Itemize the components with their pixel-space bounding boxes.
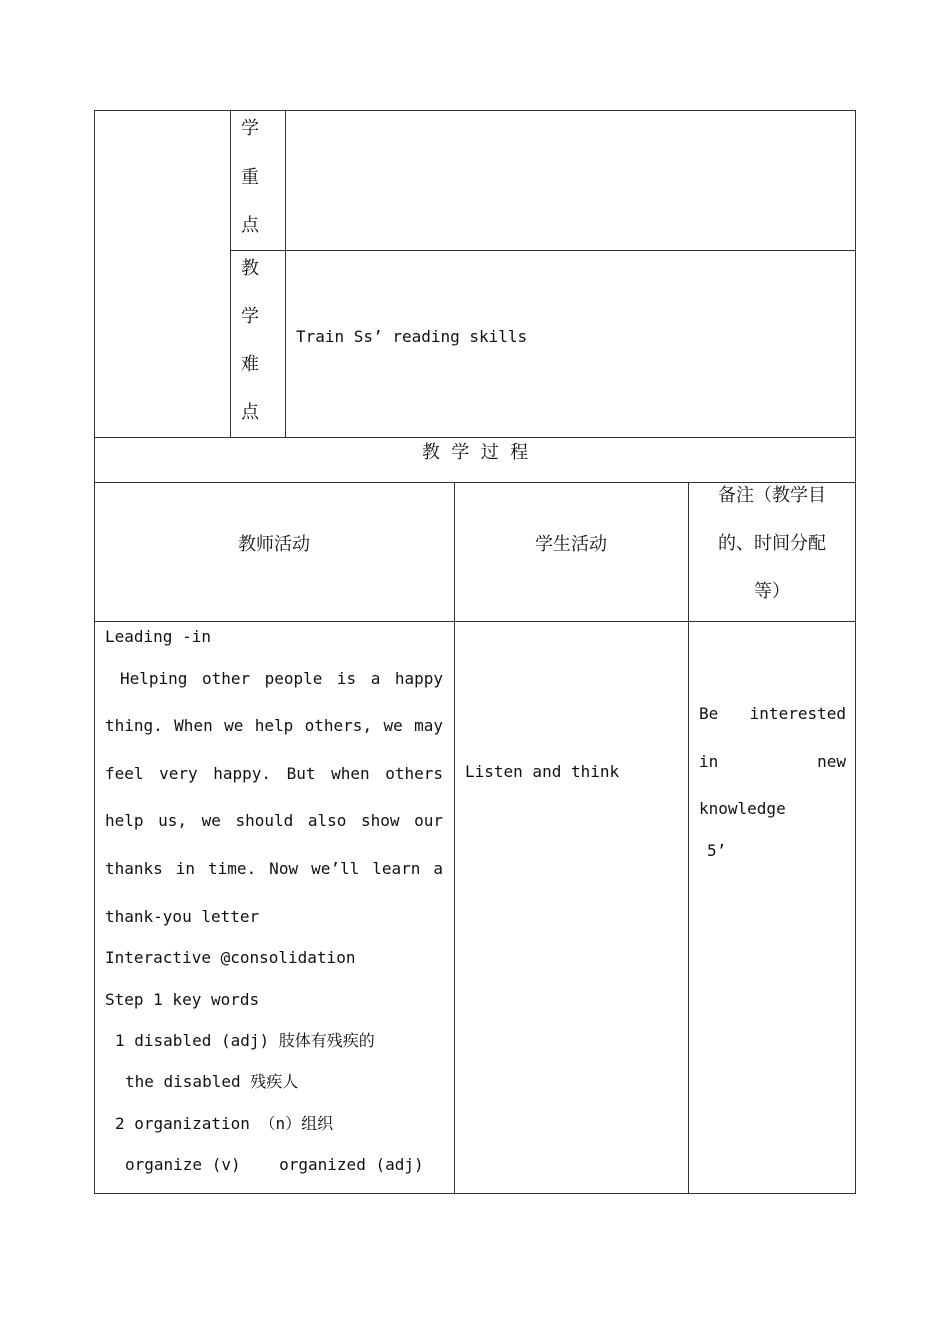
difficulty-label-char: 难 <box>241 354 259 375</box>
teacher-line-justified <box>120 669 443 689</box>
focus-label-char: 点 <box>241 215 259 236</box>
difficulty-label-char: 点 <box>241 402 259 423</box>
teacher-line: organize (v) organized (adj) <box>125 1155 424 1174</box>
difficulty-label <box>241 254 261 434</box>
student-activity-content: Listen and think <box>465 762 620 781</box>
notes-line: knowledge <box>699 799 786 818</box>
notes-header-line: 备注（教学目 <box>718 485 826 506</box>
teacher-line: Step 1 key words <box>105 990 260 1009</box>
focus-label-char: 学 <box>241 118 259 139</box>
teacher-line: 1 disabled (adj) 肢体有残疾的 <box>115 1031 375 1050</box>
teacher-line: 2 organization （n）组织 <box>115 1114 334 1133</box>
table-border-bottom <box>94 1193 856 1194</box>
teacher-line-justified <box>105 716 443 736</box>
teacher-line: thank-you letter <box>105 907 260 926</box>
teacher-line: feel very happy. But when others <box>105 764 443 783</box>
label-col-left-border <box>230 110 231 438</box>
focus-label <box>241 114 261 244</box>
teacher-line-justified <box>105 764 443 784</box>
notes-header-line: 的、时间分配 <box>718 533 826 554</box>
table-border-top <box>94 110 856 111</box>
difficulty-label-char: 教 <box>241 258 259 279</box>
teacher-line: Helping other people is a happy <box>120 669 443 688</box>
teacher-line: thing. When we help others, we may <box>105 716 443 735</box>
teacher-line: Leading -in <box>105 627 211 646</box>
process-header-top-border <box>94 482 856 483</box>
notes-line-justified <box>699 752 846 772</box>
teacher-line: Interactive @consolidation <box>105 948 356 967</box>
teacher-line: thanks in time. Now we’ll learn a <box>105 859 443 878</box>
focus-difficulty-divider <box>230 250 856 251</box>
teacher-activity-header: 教师活动 <box>238 534 310 555</box>
teacher-line: help us, we should also show our <box>105 811 443 830</box>
label-col-right-border <box>285 110 286 438</box>
table-border-right <box>855 110 856 1194</box>
student-activity-header: 学生活动 <box>535 534 607 555</box>
teacher-line-justified <box>105 811 443 831</box>
notes-line-justified <box>699 704 846 724</box>
difficulty-content: Train Ss’ reading skills <box>296 327 528 346</box>
process-title: 教 学 过 程 <box>421 442 529 463</box>
process-header-bottom-border <box>94 621 856 622</box>
table-border-left <box>94 110 95 1194</box>
difficulty-label-char: 学 <box>241 306 259 327</box>
notes-line: in new <box>699 752 846 771</box>
teacher-col-right-border <box>454 482 455 1194</box>
notes-header-line: 等） <box>754 581 790 602</box>
process-title-top-border <box>94 437 856 438</box>
notes-line: 5’ <box>707 841 727 860</box>
teacher-line: the disabled 残疾人 <box>125 1072 299 1091</box>
focus-label-char: 重 <box>241 167 259 188</box>
teacher-line-justified <box>105 859 443 879</box>
notes-line: Be interested <box>699 704 846 723</box>
